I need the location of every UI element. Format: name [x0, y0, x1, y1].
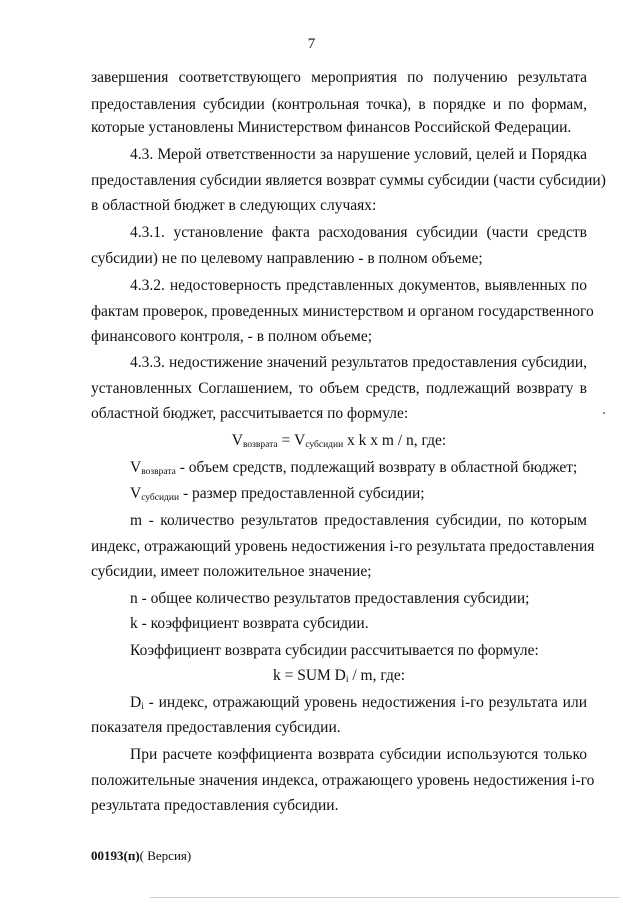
text-line: показателя предоставления субсидии.: [91, 719, 341, 736]
definition-v-return: $V_{возврата}$ - объем средств, подлежащий возврату в областной бюджет;: [130, 459, 578, 477]
scan-speck: [603, 412, 605, 414]
definition-d-i: $D_i$ - индекс, отражающий уровень недостижения i-го результата или: [130, 694, 587, 712]
text-line: завершения соответствующего мероприятия по получению результата: [91, 69, 587, 86]
text-line: При расчете коэффициента возврата субсидии используются только: [130, 746, 587, 763]
text-line: фактам проверок, проведенных министерством и органом государственного: [91, 303, 594, 320]
text-line: 4.3. Мерой ответственности за нарушение условий, целей и Порядка: [130, 146, 587, 163]
text-line: 4.3.3. недостижение значений результатов предоставления субсидии,: [130, 354, 587, 371]
text-line: индекс, отражающий уровень недостижения i-го результата предоставления: [91, 538, 595, 555]
scan-edge-line: [150, 897, 620, 898]
text-line: m - количество результатов предоставления субсидии, по которым: [130, 512, 587, 529]
text-line: положительные значения индекса, отражающего уровень недостижения i-го: [91, 772, 595, 789]
text-line: субсидии, имеет положительное значение;: [91, 563, 372, 580]
text-line: которые установлены Министерством финансов Российской Федерации.: [91, 119, 572, 136]
footer-document-code: 00193(п)( Версия): [91, 848, 192, 863]
formula-return: $V_{возврата} = V_{субсидии}$ x k x m / n, где:: [231, 432, 447, 450]
text-line: Коэффициент возврата субсидии рассчитывается по формуле:: [130, 642, 539, 659]
text-line: областной бюджет, рассчитывается по формуле:: [91, 405, 409, 422]
text-line: n - общее количество результатов предоставления субсидии;: [130, 590, 530, 607]
text-line: 4.3.2. недостоверность представленных документов, выявленных по: [130, 277, 587, 294]
text-line: 4.3.1. установление факта расходования субсидии (части средств: [130, 224, 587, 241]
definition-v-subsidy: $V_{субсидии}$ - размер предоставленной субсидии;: [130, 485, 425, 503]
text-line: финансового контроля, - в полном объеме;: [91, 328, 373, 345]
text-line: установленных Соглашением, то объем средств, подлежащий возврату в: [91, 380, 587, 397]
page-number: 7: [307, 36, 316, 52]
text-line: результата предоставления субсидии.: [91, 797, 339, 814]
text-line: предоставления субсидии является возврат суммы субсидии (части субсидии): [91, 172, 606, 189]
text-line: k - коэффициент возврата субсидии.: [130, 615, 369, 632]
text-line: в областной бюджет в следующих случаях:: [91, 197, 377, 214]
formula-k: k = SUM $D_i$ / m, где:: [272, 667, 406, 685]
text-line: субсидии) не по целевому направлению - в полном объеме;: [91, 250, 483, 267]
text-line: предоставления субсидии (контрольная точка), в порядке и по формам,: [91, 96, 587, 113]
